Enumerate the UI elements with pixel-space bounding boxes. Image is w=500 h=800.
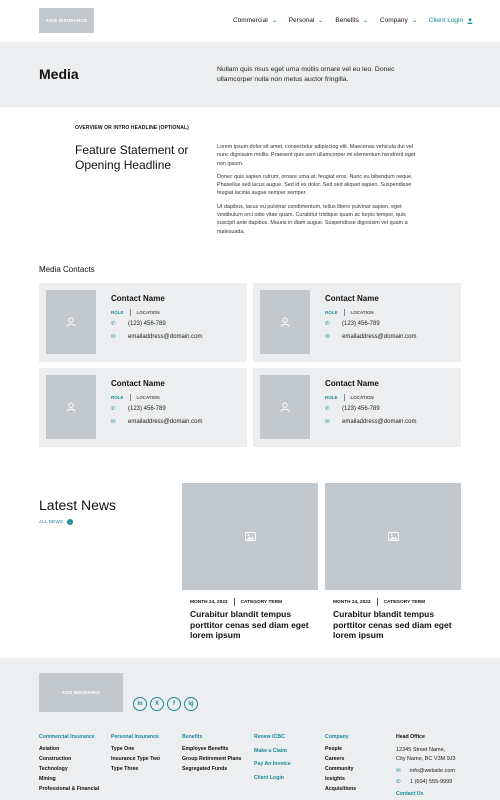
contact-photo bbox=[260, 375, 310, 439]
phone-text: (123) 456-789 bbox=[342, 321, 380, 327]
media-contacts-title: Media Contacts bbox=[39, 265, 95, 274]
latest-news-title: Latest News bbox=[39, 497, 117, 513]
news-category: CATEGORY TERM bbox=[240, 599, 283, 605]
phone-text: (123) 456-789 bbox=[128, 406, 166, 412]
phone-icon: ✆ bbox=[396, 779, 401, 785]
nav-item-commercial[interactable] bbox=[233, 17, 277, 24]
footer-col-heading[interactable]: Company bbox=[325, 734, 349, 740]
envelope-icon: ✉ bbox=[111, 334, 116, 340]
phone-icon: ✆ bbox=[111, 321, 116, 327]
contact-card bbox=[39, 368, 247, 447]
office-address-line: City Name, BC V3M 9J3 bbox=[396, 755, 456, 762]
contact-role: ROLE bbox=[325, 310, 338, 315]
footer-col-personal bbox=[111, 734, 160, 776]
phone-text: (123) 456-789 bbox=[342, 406, 380, 412]
contact-card bbox=[253, 368, 461, 447]
footer-link[interactable]: Type One bbox=[111, 746, 135, 752]
office-address-line: 12345 Street Name, bbox=[396, 747, 446, 753]
footer-quick-link[interactable]: Make a Claim bbox=[254, 747, 287, 754]
footer-link[interactable]: Type Three bbox=[111, 766, 139, 773]
site-header bbox=[0, 0, 500, 42]
contact-card bbox=[39, 283, 247, 362]
x-twitter-icon[interactable]: X bbox=[150, 697, 164, 711]
nav-item-company[interactable] bbox=[380, 17, 417, 24]
news-title[interactable]: Curabitur blandit tempus porttitor cenas sed diam eget lorem ipsum bbox=[190, 609, 309, 640]
divider bbox=[344, 394, 345, 401]
nav-label: Personal bbox=[288, 17, 315, 24]
news-date: MONTH 24, 2023 bbox=[190, 599, 228, 605]
contact-role: ROLE bbox=[111, 395, 124, 400]
user-icon bbox=[66, 317, 76, 327]
news-meta bbox=[190, 598, 282, 606]
envelope-icon: ✉ bbox=[325, 419, 330, 425]
contact-location: LOCATION bbox=[136, 310, 160, 315]
news-meta bbox=[333, 598, 425, 606]
chevron-down-icon: ⌄ bbox=[270, 18, 278, 24]
overview-paragraph: Ut dapibus, lacus eu pulvinar condimentum, tellus libero pulvinar sapien, eget vestibulum orci odio vitae quam. Curabitur tristique quam ac turpis tempor, quis suscipit ante dapibus. Mauris in diam augue. Suspendisse dignissim vel quam a malesuada. bbox=[217, 203, 408, 235]
email-text: emailaddress@domain.com bbox=[128, 419, 203, 425]
contact-email[interactable] bbox=[325, 419, 416, 425]
email-text: emailaddress@domain.com bbox=[128, 334, 203, 340]
contact-meta bbox=[111, 309, 160, 316]
contact-location: LOCATION bbox=[350, 310, 374, 315]
news-card[interactable] bbox=[182, 483, 318, 643]
footer-link[interactable]: Technology bbox=[39, 766, 68, 773]
chevron-down-icon: ⌄ bbox=[362, 18, 369, 24]
main-nav bbox=[233, 17, 473, 24]
news-image bbox=[325, 483, 461, 590]
envelope-icon: ✉ bbox=[396, 768, 401, 774]
contact-name: Contact Name bbox=[111, 379, 165, 388]
office-phone-text: 1 (604) 555-9999 bbox=[410, 779, 453, 785]
footer-link[interactable]: Community bbox=[325, 766, 354, 773]
footer-col-benefits bbox=[182, 734, 241, 776]
envelope-icon: ✉ bbox=[325, 334, 330, 340]
facebook-icon[interactable]: f bbox=[167, 697, 181, 711]
news-category: CATEGORY TERM bbox=[383, 599, 426, 605]
instagram-icon[interactable]: ig bbox=[184, 697, 198, 711]
footer-link[interactable]: Segregated Funds bbox=[182, 766, 228, 773]
footer-link[interactable]: Professional & Financial bbox=[39, 786, 100, 793]
footer-link[interactable]: Insights bbox=[325, 776, 345, 783]
news-date: MONTH 24, 2023 bbox=[333, 599, 371, 605]
user-icon bbox=[280, 317, 290, 327]
page-title: Media bbox=[39, 66, 79, 82]
footer-link[interactable]: Aviation bbox=[39, 746, 60, 752]
footer-quick-link[interactable]: Pay An Invoice bbox=[254, 761, 291, 767]
contact-location: LOCATION bbox=[350, 395, 374, 400]
phone-text: (123) 456-789 bbox=[128, 321, 166, 327]
nav-label: Company bbox=[379, 17, 408, 24]
overview-headline: Feature Statement or Opening Headline bbox=[75, 143, 189, 172]
footer-quick-link[interactable]: Client Login bbox=[254, 774, 284, 781]
footer-link[interactable]: People bbox=[325, 746, 343, 752]
phone-icon: ✆ bbox=[111, 406, 116, 412]
contact-name: Contact Name bbox=[111, 294, 165, 303]
footer-quick-link[interactable]: Renew ICBC bbox=[254, 734, 285, 740]
image-icon bbox=[388, 532, 399, 541]
user-icon bbox=[66, 402, 76, 412]
contact-email[interactable] bbox=[111, 419, 202, 425]
divider bbox=[377, 598, 378, 606]
contact-meta bbox=[111, 394, 160, 401]
image-icon bbox=[245, 532, 256, 541]
divider bbox=[344, 309, 345, 316]
site-footer bbox=[0, 658, 500, 800]
footer-col-quick-links bbox=[254, 734, 291, 788]
news-image bbox=[182, 483, 318, 590]
chevron-down-icon: ⌄ bbox=[410, 18, 418, 24]
contact-photo bbox=[46, 290, 96, 354]
office-phone[interactable] bbox=[396, 779, 456, 785]
overview-paragraph: Donec quis sapien rutrum, ornare urna at, feugiat eros. Nunc eu bibendum neque. Phasellus sed lacus augue. Sed id ex dolor. Sed sed aliquet sapien. Suspendisse feugiat lacinia augue semper semper. bbox=[217, 173, 413, 197]
user-icon bbox=[280, 402, 290, 412]
footer-logo[interactable]: AXIS INSURANCE bbox=[39, 673, 123, 712]
footer-link[interactable]: Insurance Type Two bbox=[111, 756, 161, 763]
footer-col-heading[interactable]: Benefits bbox=[182, 734, 203, 740]
divider bbox=[130, 309, 131, 316]
contact-email[interactable] bbox=[325, 334, 416, 340]
client-login-link[interactable] bbox=[429, 17, 473, 24]
footer-link[interactable]: Construction bbox=[39, 756, 72, 763]
footer-link[interactable]: Acquisitions bbox=[325, 786, 357, 793]
all-news-label: ALL NEWS bbox=[39, 519, 64, 525]
overview-eyebrow: OVERVIEW OR INTRO HEADLINE (OPTIONAL) bbox=[75, 125, 189, 131]
contact-photo bbox=[260, 290, 310, 354]
all-news-link[interactable] bbox=[39, 519, 73, 525]
contact-photo bbox=[46, 375, 96, 439]
office-heading: Head Office bbox=[396, 734, 425, 740]
contact-name: Contact Name bbox=[325, 294, 379, 303]
footer-link[interactable]: Group Retirement Plans bbox=[182, 756, 242, 763]
contact-meta bbox=[325, 309, 374, 316]
footer-col-commercial bbox=[39, 734, 99, 796]
footer-col-heading[interactable]: Personal Insurance bbox=[111, 734, 159, 740]
contact-card bbox=[253, 283, 461, 362]
contact-location: LOCATION bbox=[136, 395, 160, 400]
nav-item-personal[interactable] bbox=[289, 17, 324, 24]
footer-col-company bbox=[325, 734, 356, 796]
phone-icon: ✆ bbox=[325, 406, 330, 412]
social-links bbox=[133, 697, 201, 711]
phone-icon: ✆ bbox=[325, 321, 330, 327]
contact-phone[interactable] bbox=[111, 406, 166, 412]
office-email-text: info@website.com bbox=[410, 768, 456, 774]
footer-link[interactable]: Careers bbox=[325, 756, 345, 763]
linkedin-icon[interactable]: in bbox=[133, 697, 147, 711]
contact-role: ROLE bbox=[325, 395, 338, 400]
site-logo[interactable]: AXIS INSURANCE bbox=[39, 8, 94, 33]
nav-label: Benefits bbox=[335, 17, 359, 24]
footer-link[interactable]: Mining bbox=[39, 776, 56, 783]
envelope-icon: ✉ bbox=[111, 419, 116, 425]
office-email[interactable] bbox=[396, 768, 456, 774]
client-login-label: Client Login bbox=[428, 17, 464, 24]
divider bbox=[234, 598, 235, 606]
nav-item-benefits[interactable] bbox=[335, 17, 368, 24]
user-icon bbox=[467, 18, 473, 24]
email-text: emailaddress@domain.com bbox=[342, 334, 417, 340]
contact-email[interactable] bbox=[111, 334, 202, 340]
contact-us-link[interactable]: Contact Us bbox=[396, 791, 424, 797]
overview-paragraph: Lorem ipsum dolor sit amet, consectetur adipiscing elit. Maecenas vehicula dui vel nunc dignissim mollis. Praesent quis sem ullamcorper mi elementum hendrerit eget non ipsum. bbox=[217, 144, 416, 167]
contact-phone[interactable] bbox=[111, 321, 166, 327]
footer-col-office bbox=[396, 734, 456, 800]
chevron-down-icon: ⌄ bbox=[317, 18, 325, 24]
arrow-right-icon: › bbox=[67, 519, 73, 525]
contact-phone[interactable] bbox=[325, 321, 380, 327]
news-card[interactable] bbox=[325, 483, 461, 643]
news-title[interactable]: Curabitur blandit tempus porttitor cenas sed diam eget lorem ipsum bbox=[333, 609, 452, 640]
overview-body bbox=[217, 143, 424, 241]
footer-link[interactable]: Employee Benefits bbox=[182, 746, 229, 752]
footer-col-heading[interactable]: Commercial Insurance bbox=[39, 734, 95, 740]
email-text: emailaddress@domain.com bbox=[342, 419, 417, 425]
divider bbox=[130, 394, 131, 401]
contact-meta bbox=[325, 394, 374, 401]
contact-phone[interactable] bbox=[325, 406, 380, 412]
nav-label: Commercial bbox=[233, 17, 268, 24]
contact-name: Contact Name bbox=[325, 379, 379, 388]
contact-role: ROLE bbox=[111, 310, 124, 315]
hero-description: Nullam quis risus eget urna mollis ornare vel eu leo. Donec ullamcorper nulla non metus auctor fringilla. bbox=[217, 66, 395, 83]
page-hero bbox=[0, 42, 500, 107]
